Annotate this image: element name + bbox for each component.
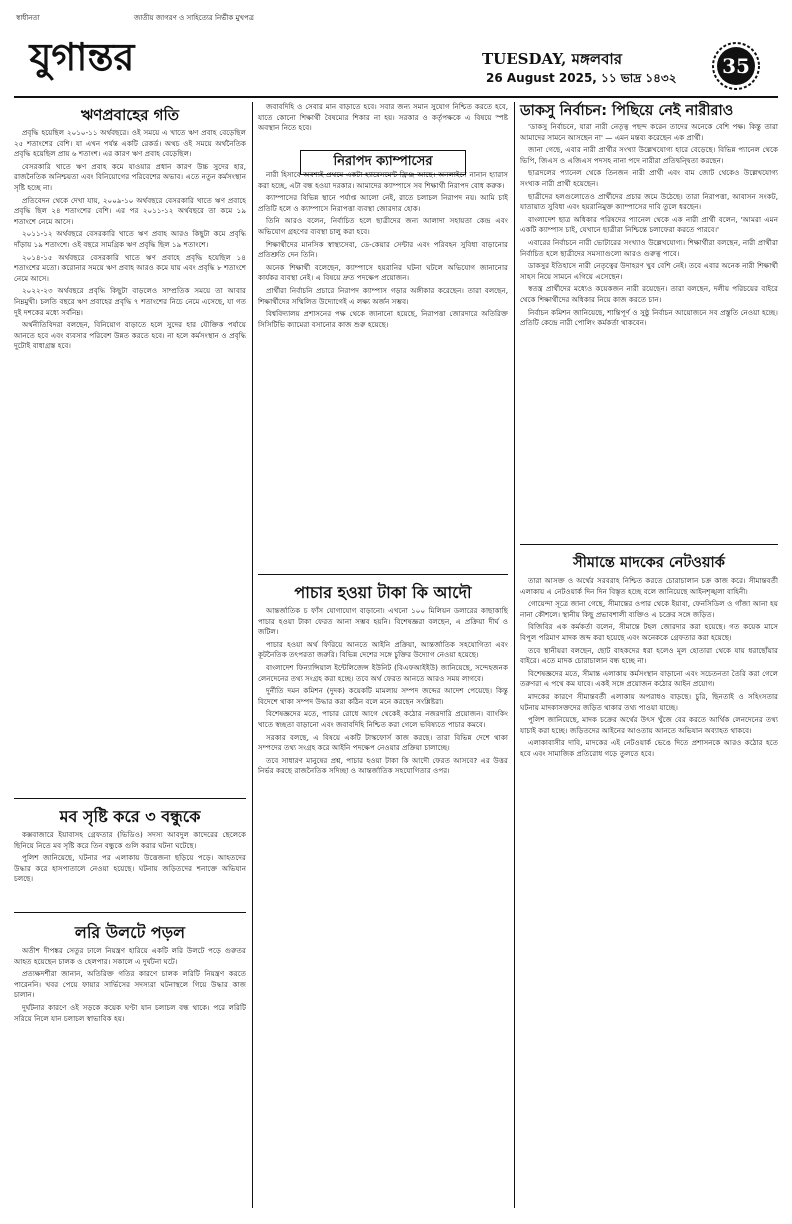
- paragraph: ২০১৪-১৫ অর্থবছরে বেসরকারি খাতে ঋণ প্রবাহে প্রবৃদ্ধি হয়েছিল ১৪ শতাংশের মতো। করোনার সময়ে ঋণ প্রবাহ আরও কমে যায় এবং প্রবৃদ্ধি ৮ শতাংশে নেমে আসে।: [14, 252, 246, 283]
- paragraph: তারা আসক্ত ও অর্থের সরবরাহ নিশ্চিত করতে চোরাচালান চক্র কাজ করে। সীমান্তবর্তী এলাকায় এ নেটওয়ার্ক দিন দিন বিস্তৃত হচ্ছে বলে জানিয়েছে আইনশৃঙ্খলা বাহিনী।: [520, 576, 778, 596]
- paragraph: বিশেষজ্ঞদের মতে, পাচার রোধে আগে থেকেই কঠোর নজরদারি প্রয়োজন। ব্যাংকিং খাতে স্বচ্ছতা বাড়ানো এবং জবাবদিহি নিশ্চিত করা গেলে ভবিষ্যতে পাচার কমবে।: [258, 709, 508, 729]
- paragraph: এলাকাবাসীর দাবি, মাদকের এই নেটওয়ার্ক ভেঙে দিতে প্রশাসনকে আরও কঠোর হতে হবে এবং সামাজিক প্রতিরোধ গড়ে তুলতে হবে।: [520, 738, 778, 758]
- article-ducsu-body: [520, 122, 778, 542]
- masthead-rule: [14, 96, 778, 98]
- paragraph: অতীশ দীপঙ্কর সেতুর ঢালে নিয়ন্ত্রণ হারিয়ে একটি লরি উলটে পড়ে গুরুতর আহত হয়েছেন চালক ও হেলপার। সকালে এ দুর্ঘটনা ঘটে।: [14, 946, 246, 966]
- paragraph: অর্থনীতিবিদরা বলছেন, বিনিয়োগ বাড়াতে হলে সুদের হার যৌক্তিক পর্যায়ে আনতে হবে এবং ব্যবসার পরিবেশ উন্নত করতে হবে। না হলে কর্মসংস্থান ও প্রবৃদ্ধি দুটোই বাধাগ্রস্ত হবে।: [14, 320, 246, 351]
- article-lorry-body: [14, 946, 246, 1208]
- paragraph: তবে সাধারণ মানুষের প্রশ্ন, পাচার হওয়া টাকা কি আদৌ ফেরত আসবে? এর উত্তর নির্ভর করছে রাজনৈতিক সদিচ্ছা ও আন্তর্জাতিক সহযোগিতার ওপর।: [258, 755, 508, 776]
- paragraph: বেসরকারি খাতে ঋণ প্রবাহ কমে যাওয়ার প্রধান কারণ উচ্চ সুদের হার, রাজনৈতিক অনিশ্চয়তা এবং বিনিয়োগের পরিবেশের অভাব। এতে নতুন কর্মসংস্থান সৃষ্টি হচ্ছে না।: [14, 161, 246, 192]
- paragraph: নারী হিসাবে অবশ্যই প্রথমে একটা হ্যারেসমেন্ট-ফ্রিঞ্জ আছে। অনলাইনে নানান হ্যারাস করা হচ্ছে, এটা বন্ধ হওয়া দরকার। আমাদের ক্যাম্পাসে সব শিক্ষার্থী নিরাপদ বোধ করুক।: [258, 170, 508, 190]
- paragraph: বিজিবির এক কর্মকর্তা বলেন, সীমান্তে টহল জোরদার করা হয়েছে। গত কয়েক মাসে বিপুল পরিমাণ মাদক জব্দ করা হয়েছে এবং অনেককে গ্রেফতার করা হয়েছে।: [520, 622, 778, 642]
- paragraph: অনেক শিক্ষার্থী বলেছেন, ক্যাম্পাসে হয়রানির ঘটনা ঘটলে অভিযোগ জানানোর কার্যকর ব্যবস্থা নেই। এ বিষয়ে দ্রুত পদক্ষেপ প্রয়োজন।: [258, 262, 508, 283]
- paragraph: প্রতিবেদন থেকে দেখা যায়, ২০০৯-১০ অর্থবছরে বেসরকারি খাতে ঋণ প্রবাহে প্রবৃদ্ধি ছিল ২৪ শতাংশের বেশি। এর পর ২০১১-১২ অর্থবছরে তা কমে ১৯ শতাংশে নেমে আসে।: [14, 195, 246, 226]
- newspaper-page: [14, 8, 778, 1216]
- paragraph: দুর্নীতি দমন কমিশন (দুদক) কয়েকটি মামলায় সম্পদ জব্দের আদেশ পেয়েছে। কিন্তু বিদেশে থাকা সম্পদ উদ্ধার করা কঠিন বলে মনে করছেন সংশ্লিষ্টরা।: [258, 686, 508, 706]
- divider: [14, 798, 246, 799]
- divider: [258, 574, 508, 575]
- logo-text: যুগান্তর: [29, 35, 135, 79]
- paragraph: শিক্ষার্থীদের মানসিক স্বাস্থ্যসেবা, ডে-কেয়ার সেন্টার এবং পরিবহন সুবিধা বাড়ানোর প্রতিশ্রুতি দেন তিনি।: [258, 239, 508, 260]
- newspaper-logo: [24, 24, 140, 84]
- paragraph: ২০১১-১২ অর্থবছরে বেসরকারি খাতে ঋণ প্রবাহ আরও কিছুটা কমে প্রবৃদ্ধি দাঁড়ায় ১৯ শতাংশে। ওই বছরে সামগ্রিক ঋণ প্রবৃদ্ধি ছিল ১৯ শতাংশে।: [14, 229, 246, 249]
- divider: [520, 544, 778, 545]
- paragraph: কক্সবাজারে ইয়াবাসহ গ্রেফতার (ভিডিও) সদস্য আবদুল কাদেরের ছেলেকে ছিনিয়ে নিতে মব সৃষ্টি করে তিন বন্ধুকে গুলি করার ঘটনা ঘটেছে।: [14, 830, 246, 850]
- paragraph: বিশ্ববিদ্যালয় প্রশাসনের পক্ষ থেকে জানানো হয়েছে, নিরাপত্তা জোরদারে অতিরিক্ত সিসিটিভি ক্যামেরা বসানোর কাজ শুরু হয়েছে।: [258, 309, 508, 329]
- paragraph: প্রবৃদ্ধি হয়েছিল ২০১০-১১ অর্থবছরে। ওই সময়ে এ খাতে ঋণ প্রবাহ বেড়েছিল ২৫ শতাংশের বেশি। যা এখন পর্যন্ত একটি রেকর্ড। অথচ ওই সময়ে অর্থনৈতিক প্রবৃদ্ধি হয়েছিল প্রায় ৬ শতাংশ। এর কারণ ঋণ প্রবাহ বেড়েছিল।: [14, 128, 246, 159]
- paragraph: ২০২২-২৩ অর্থবছরে প্রবৃদ্ধি কিছুটা বাড়লেও সাম্প্রতিক সময়ে তা আবার নিম্নমুখী। চলতি বছরে ঋণ প্রবাহের প্রবৃদ্ধি ৭ শতাংশের নিচে নেমে এসেছে, যা গত দুই দশকের মধ্যে সর্বনিম্ন।: [14, 286, 246, 317]
- page-number: 35: [722, 54, 750, 78]
- paragraph: পাচার হওয়া অর্থ ফিরিয়ে আনতে আইনি প্রক্রিয়া, আন্তর্জাতিক সহযোগিতা এবং কূটনৈতিক তৎপরতা জরুরি। বিভিন্ন দেশের সঙ্গে চুক্তির উদ্যোগ নেওয়া হয়েছে।: [258, 639, 508, 660]
- headline-three-shot: মব সৃষ্টি করে ৩ বন্ধুকে: [59, 807, 201, 826]
- paragraph: ছাত্রদলের প্যানেল থেকে তিনজন নারী প্রার্থী এবং বাম জোট থেকেও উল্লেখযোগ্য সংখ্যক নারী প্রার্থী হয়েছেন।: [520, 168, 778, 188]
- paragraph: পুলিশ জানিয়েছে, ঘটনার পর এলাকায় উত্তেজনা ছড়িয়ে পড়ে। আহতদের উদ্ধার করে হাসপাতালে নেওয়া হয়েছে। ঘটনায় জড়িতদের শনাক্তে অভিযান চলছে।: [14, 853, 246, 884]
- paragraph: পুলিশ জানিয়েছে, মাদক চক্রের অর্থের উৎস খুঁজে বের করতে আর্থিক লেনদেনের তথ্য যাচাই করা হচ্ছে। জড়িতদের আইনের আওতায় আনতে অভিযান অব্যাহত থাকবে।: [520, 715, 778, 735]
- article-drugs-body: [520, 576, 778, 1208]
- paragraph: প্রার্থীরা নির্বাচনি প্রচারে নিরাপদ ক্যাম্পাস গড়ার অঙ্গীকার করেছেন। তারা বলছেন, শিক্ষার্থীদের সম্মিলিত উদ্যোগেই এ লক্ষ্য অর্জন সম্ভব।: [258, 285, 508, 306]
- page-number-badge: [710, 40, 762, 92]
- article-campus-body: [258, 170, 508, 570]
- paragraph: তবে স্থানীয়রা বলছেন, ছোট বাহকদের ধরা হলেও মূল হোতারা থেকে যায় ধরাছোঁয়ার বাইরে। এতে মাদক চোরাচালান বন্ধ হচ্ছে না।: [520, 645, 778, 666]
- article-debt-body: [14, 128, 246, 788]
- paragraph: ডাকসুর ইতিহাসে নারী নেতৃত্বের উদাহরণ খুব বেশি নেই। তবে এবার অনেক নারী শিক্ষার্থী সাহস নিয়ে সামনে এগিয়ে এসেছেন।: [520, 261, 778, 281]
- paragraph: আন্তর্জাতিক চ ফাঁস যোগাযোগ বাড়ানো। এখনো ১০০ মিলিয়ন ডলারের কাছাকাছি পাচার হওয়া টাকা ফেরত আনা সম্ভব হয়নি। বিশেষজ্ঞরা বলছেন, এ প্রক্রিয়া দীর্ঘ ও জটিল।: [258, 606, 508, 637]
- paragraph: ক্যাম্পাসের বিভিন্ন স্থানে পর্যাপ্ত আলো নেই, রাতে চলাচল নিরাপদ নয়। আমি চাই প্রতিটি হলে ও ক্যাম্পাসে নিরাপত্তা ব্যবস্থা জোরদার হোক।: [258, 193, 508, 213]
- masthead-tagline: জাতীয় জাগরণ ও সাহিত্যের নির্ভীক মুখপত্র: [134, 14, 254, 22]
- paragraph: স্বতন্ত্র প্রার্থীদের মধ্যেও কয়েকজন নারী রয়েছেন। তারা বলছেন, দলীয় পরিচয়ের বাইরে থেকে শিক্ষার্থীদের অধিকার নিয়ে কাজ করতে চান।: [520, 284, 778, 304]
- column-rule: [514, 102, 515, 1208]
- masthead-tagline-left: স্বাধীনতা: [16, 14, 40, 22]
- paragraph: সরকার বলছে, এ বিষয়ে একটি টাস্কফোর্স কাজ করছে। তারা বিভিন্ন দেশে থাকা সম্পদের তথ্য সংগ্রহ করে আইনি পদক্ষেপ নেওয়ার প্রক্রিয়া চালাচ্ছে।: [258, 732, 508, 753]
- paragraph: ছাত্রীদের হলগুলোতেও প্রার্থীদের প্রচার জমে উঠেছে। তারা নিরাপত্তা, আবাসন সংকট, যাতায়াত সুবিধা এবং হয়রানিমুক্ত ক্যাম্পাসের দাবি তুলে ধরছেন।: [520, 191, 778, 212]
- masthead: [14, 8, 778, 96]
- paragraph: এবারের নির্বাচনে নারী ভোটারের সংখ্যাও উল্লেখযোগ্য। শিক্ষার্থীরা বলছেন, নারী প্রার্থীরা নির্বাচিত হলে ছাত্রীদের সমস্যাগুলো আরও গুরুত্ব পাবে।: [520, 237, 778, 258]
- paragraph: প্রত্যক্ষদর্শীরা জানান, অতিরিক্ত গতির কারণে চালক লরিটি নিয়ন্ত্রণ করতে পারেননি। খবর পেয়ে ফায়ার সার্ভিসের সদস্যরা ঘটনাস্থলে গিয়ে উদ্ধার কাজ চালান।: [14, 969, 246, 1000]
- paragraph: বাংলাদেশ ছাত্র অধিকার পরিষদের প্যানেল থেকে এক নারী প্রার্থী বলেন, 'আমরা এমন একটি ক্যাম্পাস চাই, যেখানে ছাত্রীরা নিশ্চিন্তে চলাফেরা করতে পারবে।': [520, 214, 778, 235]
- headline-campus: নিরাপদ ক্যাম্পাসের: [300, 150, 466, 175]
- article-three-shot-body: [14, 830, 246, 906]
- paragraph: বাংলাদেশ ফিন্যান্সিয়াল ইন্টেলিজেন্স ইউনিট (বিএফআইইউ) জানিয়েছে, সন্দেহজনক লেনদেনের তথ্য সংগ্রহ করা হচ্ছে। তবে অর্থ ফেরত আনতে আরও সময় লাগবে।: [258, 662, 508, 683]
- paragraph: নির্বাচন কমিশন জানিয়েছে, শান্তিপূর্ণ ও সুষ্ঠু নির্বাচন আয়োজনে সব প্রস্তুতি নেওয়া হচ্ছে। প্রতিটি কেন্দ্রে নারী পোলিং কর্মকর্তা থাকবেন।: [520, 307, 778, 328]
- weekday: TUESDAY, মঙ্গলবার: [482, 50, 623, 68]
- paragraph: জানা গেছে, এবার নারী প্রার্থীর সংখ্যা উল্লেখযোগ্য হারে বেড়েছে। বিভিন্ন প্যানেল থেকে ভিপি, জিএস ও এজিএস পদসহ নানা পদে নারীরা প্রতিদ্বন্দ্বিতা করছেন।: [520, 145, 778, 165]
- paragraph: তিনি আরও বলেন, নির্বাচিত হলে ছাত্রীদের জন্য আলাদা সহায়তা কেন্দ্র এবং অভিযোগ গ্রহণের ব্যবস্থা চালু করা হবে।: [258, 216, 508, 236]
- campus-intro: [258, 102, 508, 148]
- headline-money: পাচার হওয়া টাকা কি আদৌ: [294, 583, 472, 602]
- paragraph: 'ডাকসু নির্বাচনে, যারা নারী নেতৃত্ব পছন্দ করেন তাদের অনেকে বেশি পক্ষ। কিন্তু তারা আমাদের সামনে আসছেন না' — এমন মন্তব্য করেছেন এক প্রার্থী।: [520, 122, 778, 142]
- paragraph: দুর্ঘটনার কারণে ওই সড়কে কয়েক ঘণ্টা যান চলাচল বন্ধ থাকে। পরে লরিটি সরিয়ে নিলে যান চলাচল স্বাভাবিক হয়।: [14, 1002, 246, 1023]
- issue-date: 26 August 2025, ১১ ভাদ্র ১৪৩২: [486, 71, 677, 85]
- headline-debt: ঋণপ্রবাহের গতি: [80, 106, 180, 124]
- paragraph: মাদকের কারণে সীমান্তবর্তী এলাকায় অপরাধও বাড়ছে। চুরি, ছিনতাই ও সহিংসতার ঘটনায় মাদকাসক্তদের জড়িত থাকার তথ্য পাওয়া যাচ্ছে।: [520, 691, 778, 712]
- paragraph: গোয়েন্দা সূত্রে জানা গেছে, সীমান্তের ওপার থেকে ইয়াবা, ফেনসিডিল ও গাঁজা আনা হয় নানা কৌশলে। স্থানীয় কিছু প্রভাবশালী ব্যক্তিও এ চক্রের সঙ্গে জড়িত।: [520, 599, 778, 619]
- headline-drugs: সীমান্তে মাদকের নেটওয়ার্ক: [573, 555, 725, 571]
- column-rule: [252, 102, 253, 1208]
- divider: [14, 912, 246, 913]
- paragraph: জবাবদিহি ও সেবার মান বাড়াতে হবে। সবার জন্য সমান সুযোগ নিশ্চিত করতে হবে, যাতে কোনো শিক্ষার্থী বৈষম্যের শিকার না হয়। সরকার ও কর্তৃপক্ষকে এ বিষয়ে স্পষ্ট অবস্থান নিতে হবে।: [258, 102, 508, 133]
- article-money-body: [258, 606, 508, 1208]
- headline-ducsu: ডাকসু নির্বাচন: পিছিয়ে নেই নারীরাও: [520, 103, 734, 119]
- paragraph: বিশেষজ্ঞদের মতে, সীমান্ত এলাকায় কর্মসংস্থান বাড়ানো এবং সচেতনতা তৈরি করা গেলে তরুণরা এ পথে কম যাবে। একই সঙ্গে প্রয়োজন কঠোর আইন প্রয়োগ।: [520, 668, 778, 689]
- headline-lorry: লরি উলটে পড়ল: [74, 923, 186, 942]
